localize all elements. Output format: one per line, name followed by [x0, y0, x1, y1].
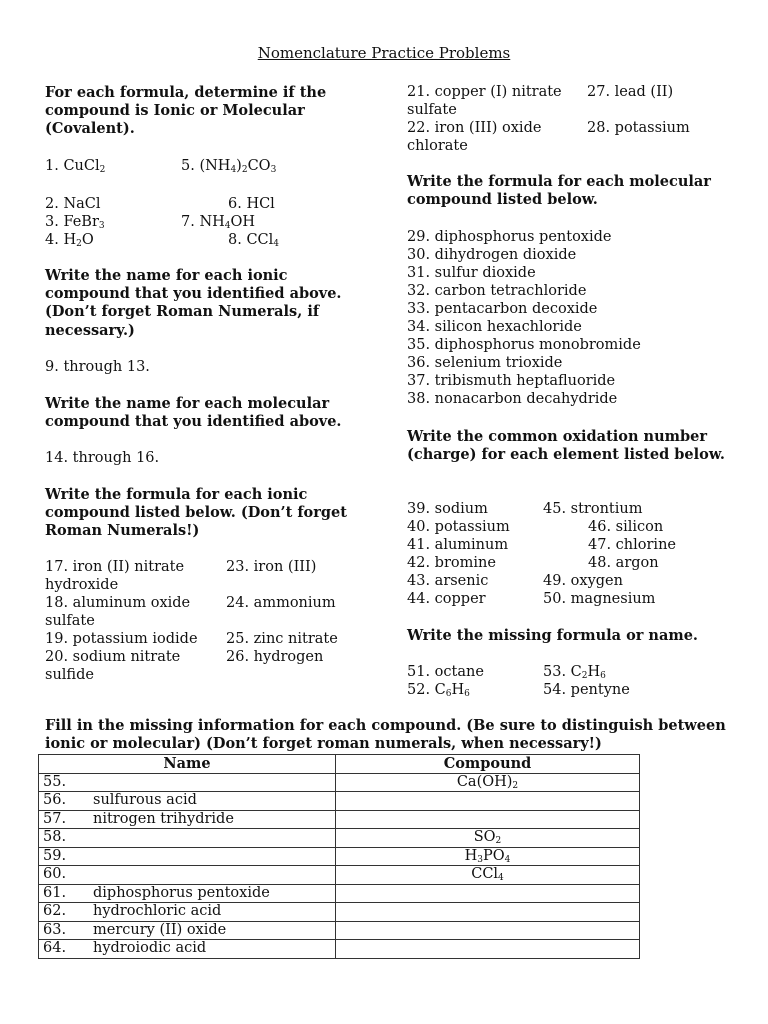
row-number: 60.: [43, 866, 67, 883]
row-number: 62.: [43, 903, 67, 920]
compound-cell[interactable]: [336, 884, 640, 903]
row-number: 58.: [43, 829, 67, 846]
formula-6: 6. HCl: [228, 196, 275, 212]
row-number: 55.: [43, 773, 67, 790]
row-number: 63.: [43, 921, 67, 938]
compound-name: hydrochloric acid: [93, 903, 222, 920]
item-53: 53. $C_2H_6$: [543, 664, 606, 681]
row-number: 56.: [43, 792, 67, 809]
name-cell[interactable]: [39, 810, 336, 829]
list-item: 42. bromine: [407, 555, 496, 571]
item-27: 27. lead (II): [587, 84, 674, 100]
name-cell[interactable]: [39, 773, 336, 792]
formula-7: 7. $NH_4OH$: [181, 214, 256, 231]
name-cell[interactable]: [39, 829, 336, 848]
table-row: [39, 773, 640, 792]
formula-2: 2. NaCl: [45, 196, 101, 212]
compound-cell[interactable]: $Ca(OH)_2$: [336, 773, 640, 792]
compound-name: sulfurous acid: [93, 792, 197, 809]
item-18-cont: sulfate: [45, 613, 95, 629]
item-24: 24. ammonium: [226, 595, 336, 611]
table-row: [39, 921, 640, 940]
item-52: 52. $C_6H_6$: [407, 682, 470, 699]
heading-name-ionic: Write the name for each ionic compound that you identified above. (Don’t forget Roman Numerals, if necessary.): [45, 267, 342, 339]
compound-cell[interactable]: [336, 903, 640, 922]
heading-ionic-or-molecular: For each formula, determine if the compound is Ionic or Molecular (Covalent).: [45, 84, 327, 138]
name-cell[interactable]: [39, 792, 336, 811]
range-9-13: 9. through 13.: [45, 359, 150, 375]
list-item: 36. selenium trioxide: [407, 355, 563, 371]
item-28: 28. potassium: [587, 120, 690, 136]
list-item: 29. diphosphorus pentoxide: [407, 229, 612, 245]
list-item: 44. copper: [407, 591, 486, 607]
item-54: 54. pentyne: [543, 682, 630, 698]
list-item: 38. nonacarbon decahydride: [407, 391, 618, 407]
item-50: 50. magnesium: [543, 591, 656, 607]
heading-fill-in: Fill in the missing information for each compound. (Be sure to distinguish between ionic or molecular) (Don’t forget roman numerals, when necessary!): [45, 717, 726, 753]
range-14-16: 14. through 16.: [45, 450, 160, 466]
list-item: 33. pentacarbon decoxide: [407, 301, 598, 317]
heading-formula-molecular: Write the formula for each molecular compound listed below.: [407, 173, 711, 209]
list-item: 41. aluminum: [407, 537, 509, 553]
item-20: 20. sodium nitrate: [45, 649, 181, 665]
item-21-cont: sulfate: [407, 102, 457, 118]
molecular-list: [407, 228, 641, 408]
compound-table: [38, 754, 640, 959]
table-row: [39, 847, 640, 866]
formula-1: 1. CuCl$_2$: [45, 158, 106, 175]
table-row: [39, 810, 640, 829]
column-header-name: Name: [39, 755, 336, 774]
list-item: 37. tribismuth heptafluoride: [407, 373, 616, 389]
formula-5: 5. $(NH_4)_2CO_3$: [181, 158, 277, 175]
compound-name: mercury (II) oxide: [93, 921, 227, 938]
table-header-row: [39, 755, 640, 774]
row-number: 57.: [43, 810, 67, 827]
heading-missing: Write the missing formula or name.: [407, 627, 698, 644]
compound-cell[interactable]: [336, 940, 640, 959]
item-47: 47. chlorine: [588, 537, 676, 553]
item-48: 48. argon: [588, 555, 659, 571]
item-17: 17. iron (II) nitrate: [45, 559, 185, 575]
compound-cell[interactable]: $SO_2$: [336, 829, 640, 848]
item-22: 22. iron (III) oxide: [407, 120, 542, 136]
compound-name: hydroiodic acid: [93, 940, 207, 957]
item-18: 18. aluminum oxide: [45, 595, 191, 611]
compound-cell[interactable]: [336, 810, 640, 829]
list-item: 30. dihydrogen dioxide: [407, 247, 577, 263]
item-22-cont: chlorate: [407, 138, 468, 154]
item-21: 21. copper (I) nitrate: [407, 84, 562, 100]
name-cell[interactable]: [39, 921, 336, 940]
item-19: 19. potassium iodide: [45, 631, 198, 647]
item-51: 51. octane: [407, 664, 484, 680]
table-row: [39, 903, 640, 922]
compound-name: diphosphorus pentoxide: [93, 884, 270, 901]
item-45: 45. strontium: [543, 501, 643, 517]
item-20-cont: sulfide: [45, 667, 94, 683]
row-number: 61.: [43, 884, 67, 901]
list-item: 43. arsenic: [407, 573, 489, 589]
list-item: 34. silicon hexachloride: [407, 319, 582, 335]
column-header-compound: Compound: [336, 755, 640, 774]
list-item: 31. sulfur dioxide: [407, 265, 536, 281]
name-cell[interactable]: [39, 940, 336, 959]
compound-name: nitrogen trihydride: [93, 810, 234, 827]
item-17-cont: hydroxide: [45, 577, 119, 593]
list-item: 32. carbon tetrachloride: [407, 283, 587, 299]
name-cell[interactable]: [39, 884, 336, 903]
compound-cell[interactable]: [336, 792, 640, 811]
oxidation-list-left: [407, 500, 510, 608]
compound-cell[interactable]: CCl$_4$: [336, 866, 640, 885]
row-number: 64.: [43, 940, 67, 957]
heading-oxidation: Write the common oxidation number (charge) for each element listed below.: [407, 428, 725, 464]
name-cell[interactable]: [39, 903, 336, 922]
page-title: Nomenclature Practice Problems: [257, 44, 511, 62]
list-item: 40. potassium: [407, 519, 510, 535]
heading-formula-ionic: Write the formula for each ionic compound listed below. (Don’t forget Roman Numerals!): [45, 486, 347, 540]
formula-8: 8. CCl$_4$: [228, 232, 280, 249]
item-26: 26. hydrogen: [226, 649, 324, 665]
name-cell[interactable]: [39, 866, 336, 885]
table-row: [39, 940, 640, 959]
row-number: 59.: [43, 847, 67, 864]
list-item: 39. sodium: [407, 501, 488, 517]
heading-name-molecular: Write the name for each molecular compound that you identified above.: [45, 395, 342, 431]
item-49: 49. oxygen: [543, 573, 623, 589]
item-46: 46. silicon: [588, 519, 664, 535]
table-row: [39, 829, 640, 848]
item-23: 23. iron (III): [226, 559, 317, 575]
formula-3: 3. FeBr$_3$: [45, 214, 105, 231]
formula-4: 4. $H_2O$: [45, 232, 94, 249]
table-row: [39, 792, 640, 811]
list-item: 35. diphosphorus monobromide: [407, 337, 641, 353]
table-row: [39, 866, 640, 885]
table-row: [39, 884, 640, 903]
compound-cell[interactable]: [336, 921, 640, 940]
item-25: 25. zinc nitrate: [226, 631, 338, 647]
name-cell[interactable]: [39, 847, 336, 866]
compound-cell[interactable]: $H_3PO_4$: [336, 847, 640, 866]
